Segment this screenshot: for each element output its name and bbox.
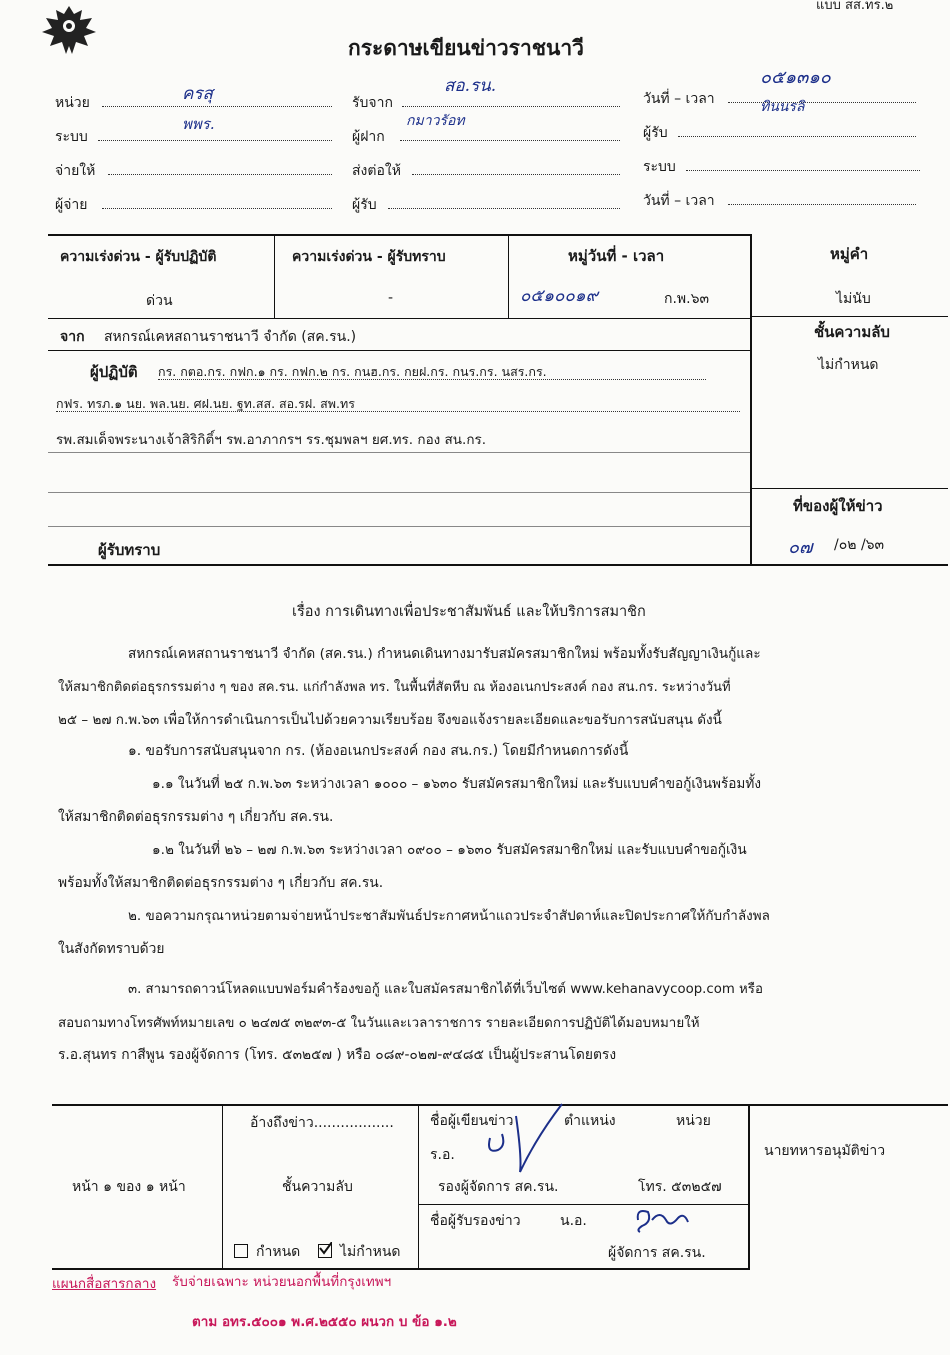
word-group-header: หมู่คำ <box>830 245 869 263</box>
info-label: ผู้รับทราบ <box>98 541 161 559</box>
certifier-label: ชื่อผู้รับรองข่าว <box>430 1213 521 1229</box>
forward-to-label: ส่งต่อให้ <box>352 163 401 179</box>
from-value: สหกรณ์เคหสถานราชนาวี จำกัด (สค.รน.) <box>104 329 357 345</box>
stamp-line1-b: รับจ่ายเฉพาะ หน่วยนอกพื้นที่กรุงเทพฯ <box>172 1274 392 1290</box>
paragraph-6-line-3: ร.อ.สุนทร กาสีพูน รองผู้จัดการ (โทร. ๕๓๒๕๗ ) หรือ ๐๘๙-๐๒๗-๙๔๘๕ เป็นผู้ประสานโดยตรง <box>58 1047 617 1063</box>
depositor-value: กมาวรัอท <box>406 113 465 129</box>
group-datetime-month: ก.พ.๖๓ <box>664 291 710 307</box>
position-label: ตำแหน่ง <box>564 1113 616 1129</box>
writer-label: ชื่อผู้เขียนข่าว <box>430 1113 514 1129</box>
page-info: หน้า ๑ ของ ๑ หน้า <box>72 1179 186 1195</box>
action-line2: กฟร. ทรภ.๑ นย. พล.นย. ศฝ.นย. ฐท.สส. สอ.รฝ. สพ.ทร <box>56 396 355 411</box>
action-line1: กร. กตอ.กร. กฟก.๑ กร. กฟก.๒ กร. กนฮ.กร. กยฝ.กร. กนร.กร. นสร.กร. <box>158 364 547 379</box>
from-label: จาก <box>60 329 85 345</box>
classification-value: ไม่กำหนด <box>818 357 879 373</box>
paragraph-4-line-2: พร้อมทั้งให้สมาชิกติดต่อธุรกรรมต่าง ๆ เกี่ยวกับ สค.รน. <box>58 875 384 891</box>
urgency-action-value: ด่วน <box>146 293 173 309</box>
sender-ref-suffix: /๐๒ /๖๓ <box>834 537 885 553</box>
certifier-rank: น.อ. <box>560 1213 587 1229</box>
sender-ref-header: ที่ของผู้ให้ข่าว <box>793 497 883 515</box>
certifier-position: ผู้จัดการ สค.รน. <box>608 1245 706 1261</box>
paragraph-5-line-2: ในสังกัดทราบด้วย <box>58 941 165 957</box>
datetime-sign: ทินนรลิ <box>760 99 805 115</box>
paragraph-3-line-1: ๑.๑ ในวันที่ ๒๕ ก.พ.๖๓ ระหว่างเวลา ๑๐๐๐ – ๑๖๓๐ รับสมัครสมาชิกใหม่ และรับแบบคำขอกู้เงินพร้อมทั้ง <box>152 776 761 792</box>
stamp-line1-a: แผนกสื่อสารกลาง <box>52 1276 157 1292</box>
payer-label: ผู้จ่าย <box>55 197 88 213</box>
datetime-value: ๐๕๑๓๑๐ <box>760 67 831 88</box>
form-title: กระดาษเขียนข่าวราชนาวี <box>348 36 584 60</box>
datetime-label: วันที่ – เวลา <box>643 91 715 107</box>
writer-signature-icon <box>476 1098 566 1178</box>
paragraph-1-line-3: ๒๕ – ๒๗ ก.พ.๖๓ เพื่อให้การดำเนินการเป็นไปด้วยความเรียบร้อย จึงขอแจ้งรายละเอียดและขอรับการสนับสนุน ดังนี้ <box>58 712 722 728</box>
approver-label: นายทหารอนุมัติข่าว <box>764 1143 886 1159</box>
depositor-label: ผู้ฝาก <box>352 129 385 145</box>
paragraph-5-line-1: ๒. ขอความกรุณาหน่วยตามจ่ายหน้าประชาสัมพันธ์ประกาศหน้าแถวประจำสัปดาห์และปิดประกาศให้กับกำลังพล <box>128 908 770 924</box>
datetime2-label: วันที่ – เวลา <box>643 193 715 209</box>
paragraph-3-line-2: ให้สมาชิกติดต่อธุรกรรมต่าง ๆ เกี่ยวกับ สค.รน. <box>58 809 334 825</box>
check-set-label: กำหนด <box>256 1244 301 1260</box>
received-from-label: รับจาก <box>352 95 393 111</box>
paragraph-1-line-2: ให้สมาชิกติดต่อธุรกรรมต่าง ๆ ของ สค.รน. แก่กำลังพล ทร. ในพื้นที่สัตหีบ ณ ห้องอเนกประสงค์ กอง สน.กร. ระหว่างวันที่ <box>58 680 731 695</box>
receiver-label: ผู้รับ <box>352 197 377 213</box>
urgency-action-header: ความเร่งด่วน - ผู้รับปฏิบัติ <box>60 249 217 265</box>
unit-value: ครสุ <box>182 84 213 104</box>
check-unset-label: ไม่กำหนด <box>340 1244 401 1260</box>
writer-rank: ร.อ. <box>430 1147 455 1163</box>
system-value: พพร. <box>182 115 215 133</box>
subject: เรื่อง การเดินทางเพื่อประชาสัมพันธ์ และให้บริการสมาชิก <box>292 604 646 620</box>
paragraph-2: ๑. ขอรับการสนับสนุนจาก กร. (ห้องอเนกประสงค์ กอง สน.กร.) โดยมีกำหนดการดังนี้ <box>128 743 629 759</box>
certifier-signature-icon <box>630 1202 694 1236</box>
classification-header: ชั้นความลับ <box>814 323 890 341</box>
checkbox-checked-icon[interactable] <box>318 1244 332 1258</box>
paragraph-4-line-1: ๑.๒ ในวันที่ ๒๖ – ๒๗ ก.พ.๖๓ ระหว่างเวลา ๐๙๐๐ – ๑๖๓๐ รับสมัครสมาชิกใหม่ และรับแบบคำขอกู้เงิน <box>152 842 747 858</box>
footer-classification: ชั้นความลับ <box>282 1179 353 1195</box>
urgency-info-header: ความเร่งด่วน - ผู้รับทราบ <box>292 249 446 265</box>
checkbox-empty-icon[interactable] <box>234 1244 248 1258</box>
paragraph-6-line-2: สอบถามทางโทรศัพท์หมายเลข ๐ ๒๔๗๕ ๓๒๙๓-๕ ในวันและเวลาราชการ รายละเอียดการปฏิบัติได้มอบหมายให้ <box>58 1016 700 1031</box>
system-label: ระบบ <box>55 129 88 145</box>
received-from-value: สอ.รน. <box>444 76 497 96</box>
stamp-line2: ตาม อทร.๕๐๐๑ พ.ศ.๒๕๕๐ ผนวก บ ข้อ ๑.๒ <box>192 1314 457 1330</box>
form-code: แบบ สส.ทร.๒ <box>816 0 894 13</box>
reference-message: อ้างถึงข่าว.................. <box>250 1115 394 1131</box>
paragraph-1-line-1: สหกรณ์เคหสถานราชนาวี จำกัด (สค.รน.) กำหนดเดินทางมารับสมัครสมาชิกใหม่ พร้อมทั้งรับสัญญาเงินกู้และ <box>128 646 761 662</box>
receiver2-label: ผู้รับ <box>643 125 668 141</box>
pay-to-label: จ่ายให้ <box>55 163 96 179</box>
unit-label: หน่วย <box>55 95 90 111</box>
action-label: ผู้ปฏิบัติ <box>90 363 138 381</box>
word-group-value: ไม่นับ <box>836 291 871 307</box>
writer-phone: โทร. ๕๓๒๕๗ <box>638 1179 722 1195</box>
footer-unit-label: หน่วย <box>676 1113 711 1129</box>
system2-label: ระบบ <box>643 159 676 175</box>
group-datetime-header: หมู่วันที่ - เวลา <box>568 247 665 265</box>
paragraph-6-line-1: ๓. สามารถดาวน์โหลดแบบฟอร์มคำร้องขอกู้ และใบสมัครสมาชิกได้ที่เว็บไซต์ www.kehanavycoop.com หรือ <box>128 982 763 997</box>
writer-position: รองผู้จัดการ สค.รน. <box>438 1179 559 1195</box>
group-datetime-value: ๐๕๑๐๐๑๙ <box>520 286 599 306</box>
sender-ref-value: ๐๗ <box>788 537 813 558</box>
action-line3: รพ.สมเด็จพระนางเจ้าสิริกิติ์ฯ รพ.อาภากรฯ รร.ชุมพลฯ ยศ.ทร. กอง สน.กร. <box>56 432 487 448</box>
garuda-emblem-icon <box>38 0 100 60</box>
urgency-info-value: - <box>388 290 394 306</box>
